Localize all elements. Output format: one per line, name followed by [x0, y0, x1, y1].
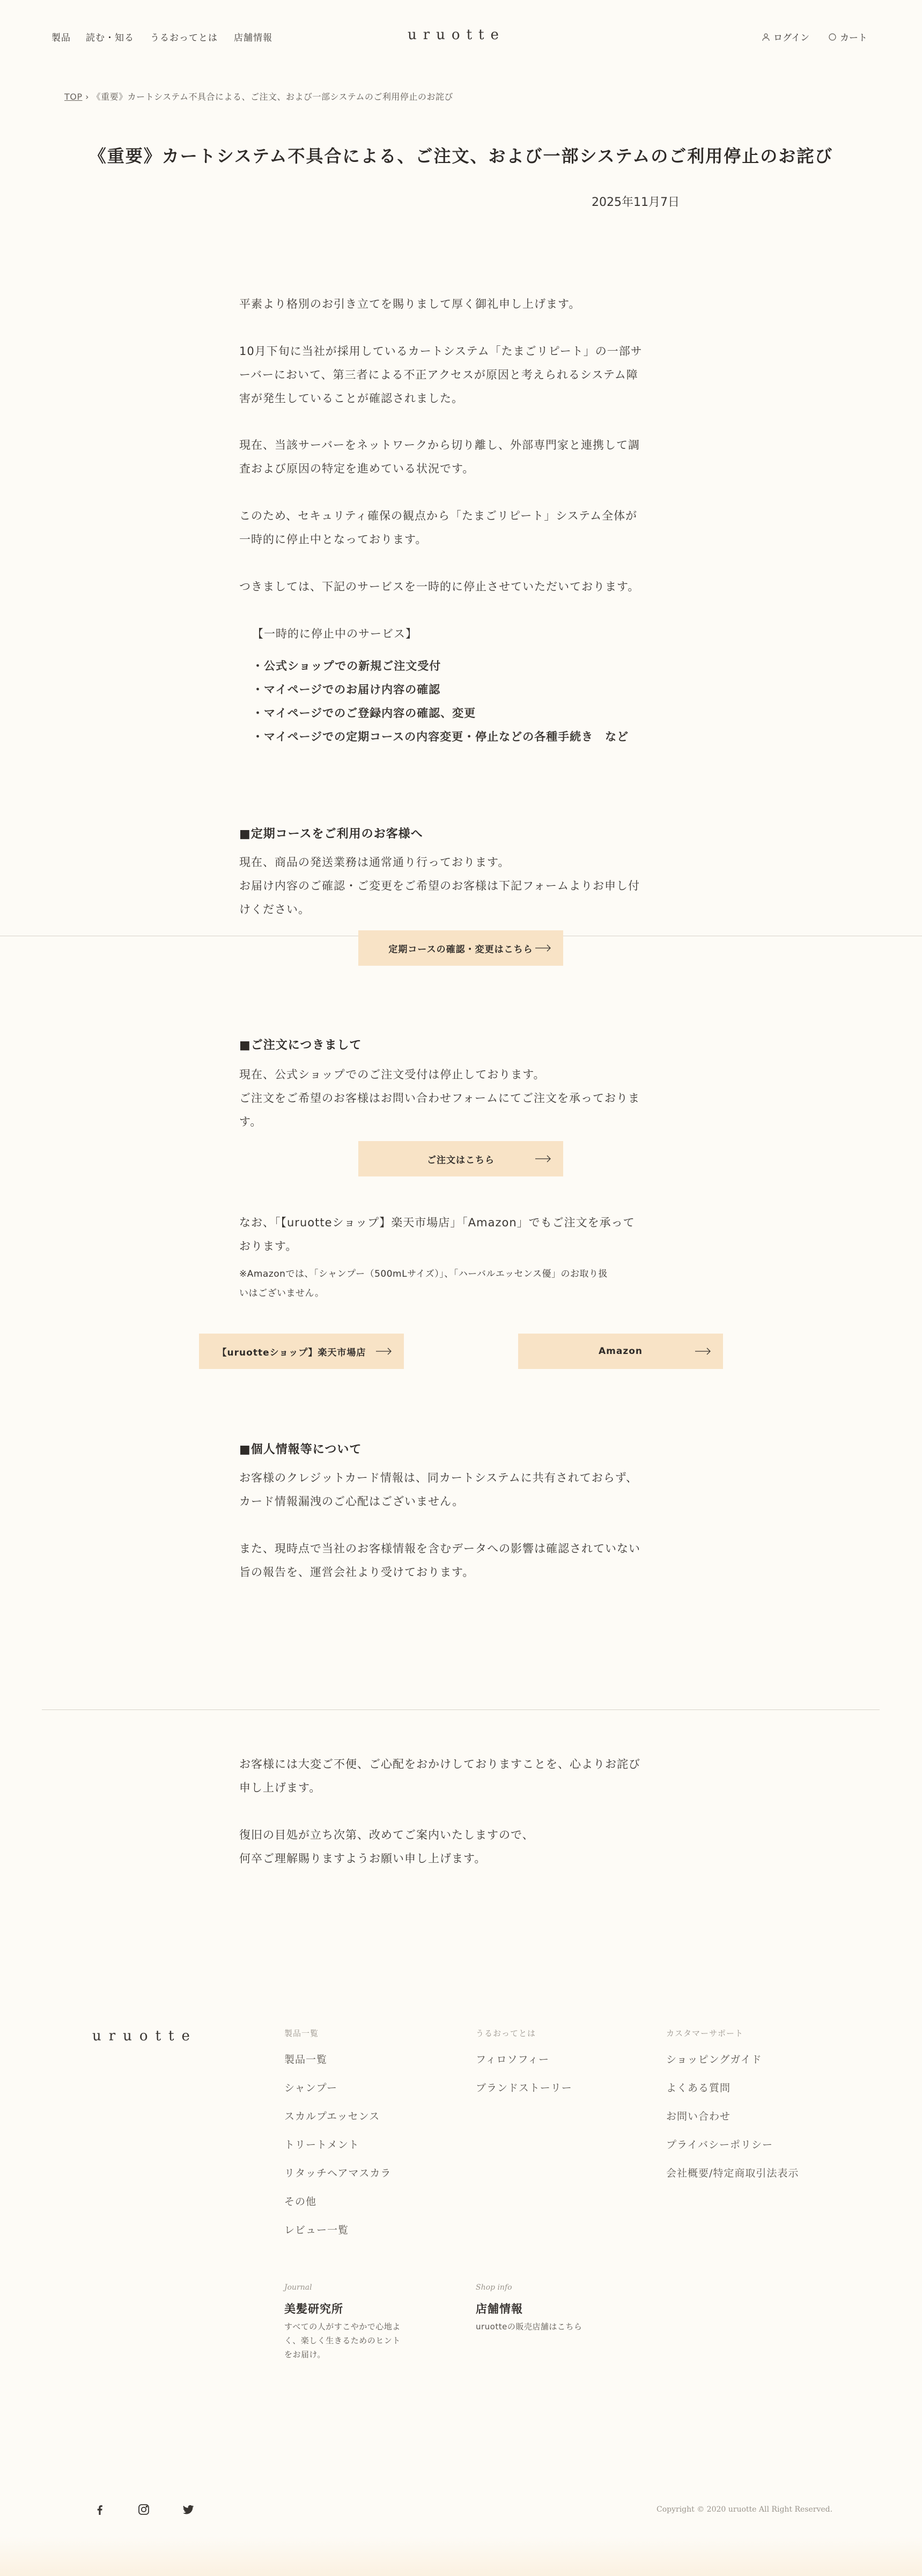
facebook-link[interactable]: [93, 2503, 106, 2518]
services-title: 【一時的に停止中のサービス】: [252, 627, 417, 640]
footer-link[interactable]: レビュー一覧: [284, 2224, 349, 2236]
site-logo[interactable]: uruotte: [408, 27, 505, 43]
text-line: 害が発生していることが確認されました。: [239, 392, 463, 405]
text-line: 現在、当該サーバーをネットワークから切り離し、外部専門家と連携して調: [239, 439, 640, 451]
cart-link[interactable]: [828, 30, 867, 43]
text-line: 10月下旬に当社が採用しているカートシステム「たまごリピート」の一部サ: [239, 345, 643, 358]
text-line: お客様には大変ご不便、ご心配をおかけしておりますことを、心よりお詫び: [239, 1758, 640, 1771]
twitter-link[interactable]: [182, 2503, 195, 2518]
paragraph-privacy-report: [239, 1537, 674, 1584]
service-item: ・公式ショップでの新規ご注文受付: [252, 660, 441, 672]
journal-title[interactable]: 美髪研究所: [284, 2303, 343, 2315]
facebook-icon: [93, 2503, 106, 2516]
journal-label: Journal: [284, 2283, 312, 2292]
paragraph-greeting: 平素より格別のお引き立てを賜りまして厚く御礼申し上げます。: [239, 298, 581, 310]
nav-stores[interactable]: 店舗情報: [234, 33, 272, 43]
button-label: ご注文はこちら: [427, 1154, 495, 1166]
footer-link[interactable]: プライバシーポリシー: [666, 2139, 773, 2151]
footer-link[interactable]: よくある質問: [666, 2082, 731, 2094]
cart-label: カート: [840, 33, 867, 43]
footer-link[interactable]: トリートメント: [284, 2139, 359, 2151]
text-line: いはございません。: [239, 1288, 324, 1299]
text-line: また、現時点で当社のお客様情報を含むデータへの影響は確認されていない: [239, 1542, 640, 1555]
button-label: Amazon: [598, 1346, 643, 1357]
shop-label: Shop info: [476, 2283, 512, 2292]
arrow-right-icon: [695, 1348, 711, 1355]
text-line: おります。: [239, 1240, 298, 1253]
footer-link[interactable]: スカルプエッセンス: [284, 2111, 380, 2122]
text-line: 現在、商品の発送業務は通常通り行っております。: [239, 856, 510, 869]
text-line: 一時的に停止中となっております。: [239, 533, 427, 546]
footer-link[interactable]: ブランドストーリー: [476, 2082, 572, 2094]
journal-description: [284, 2320, 401, 2362]
order-button[interactable]: [358, 1141, 563, 1176]
service-item: ・マイページでのお届け内容の確認: [252, 683, 441, 696]
text-line: く、楽しく生きるためのヒント: [284, 2336, 401, 2345]
instagram-link[interactable]: [137, 2503, 150, 2518]
text-line: ご注文をご希望のお客様はお問い合わせフォームにてご注文を承っておりま: [239, 1092, 640, 1105]
paragraph-services-intro: つきましては、下記のサービスを一時的に停止させていただいております。: [239, 580, 640, 593]
nav-about[interactable]: うるおってとは: [150, 33, 218, 43]
subscription-change-button[interactable]: [358, 930, 563, 966]
text-line: けください。: [239, 903, 310, 916]
section-title-orders: ■ご注文につきまして: [239, 1039, 362, 1052]
footer-link[interactable]: リタッチヘアマスカラ: [284, 2167, 392, 2179]
breadcrumb: [64, 90, 453, 102]
article-date: 2025年11月7日: [592, 196, 680, 209]
twitter-icon: [182, 2503, 195, 2516]
paragraph-suspension: [239, 504, 674, 551]
shop-description: uruotteの販売店舗はこちら: [476, 2322, 582, 2331]
text-line: お届け内容のご確認・ご変更をご希望のお客様は下記フォームよりお申し付: [239, 879, 640, 892]
footer-link[interactable]: お問い合わせ: [666, 2111, 731, 2122]
footer-heading-products: 製品一覧: [284, 2029, 319, 2038]
text-line: 査および原因の特定を進めている状況です。: [239, 462, 475, 475]
button-label: 【uruotteショップ】楽天市場店: [217, 1347, 366, 1358]
section-title-subscription: ■定期コースをご利用のお客様へ: [239, 827, 423, 841]
nav-products[interactable]: 製品: [51, 33, 71, 43]
paragraph-investigation: [239, 433, 674, 480]
text-line: お客様のクレジットカード情報は、同カートシステムに共有されておらず、: [239, 1471, 638, 1484]
amazon-button[interactable]: [518, 1334, 723, 1369]
breadcrumb-separator: ›: [85, 92, 90, 102]
text-line: カード情報漏洩のご心配はございません。: [239, 1495, 464, 1508]
arrow-right-icon: [535, 944, 551, 952]
section-title-privacy: ■個人情報等について: [239, 1443, 362, 1456]
footer-background-fade: [0, 2536, 922, 2576]
cart-icon: [828, 33, 837, 41]
shop-title[interactable]: 店舗情報: [476, 2303, 523, 2315]
text-line: 旨の報告を、運営会社より受けております。: [239, 1566, 475, 1579]
arrow-right-icon: [376, 1348, 392, 1355]
paragraph-other-stores: [239, 1211, 674, 1258]
paragraph-subscription: [239, 850, 674, 921]
footer-link[interactable]: フィロソフィー: [476, 2054, 549, 2066]
arrow-right-icon: [535, 1155, 551, 1163]
footer-heading-support: カスタマーサポート: [666, 2029, 744, 2038]
login-link[interactable]: [762, 30, 809, 43]
text-line: ※Amazonでは、「シャンプー（500mLサイズ）」、「ハーバルエッセンス優」のお取り扱: [239, 1269, 608, 1279]
page-title: 《重要》カートシステム不具合による、ご注文、および一部システムのご利用停止のお詫び: [88, 146, 834, 166]
breadcrumb-current: 《重要》カートシステム不具合による、ご注文、および一部システムのご利用停止のお詫び: [92, 92, 453, 102]
text-line: 申し上げます。: [239, 1781, 321, 1794]
footer-link[interactable]: 製品一覧: [284, 2054, 328, 2066]
service-item: ・マイページでのご登録内容の確認、変更: [252, 707, 476, 720]
paragraph-apology: [239, 1752, 674, 1800]
nav-read[interactable]: 読む・知る: [86, 33, 134, 43]
paragraph-recovery: [239, 1823, 674, 1870]
footer-heading-about: うるおってとは: [476, 2029, 536, 2038]
footer-link[interactable]: シャンプー: [284, 2082, 338, 2094]
footer-logo[interactable]: uruotte: [92, 2028, 197, 2044]
text-line: すべての人がすこやかで心地よ: [284, 2322, 401, 2331]
amazon-note: [239, 1264, 674, 1303]
paragraph-privacy: [239, 1466, 674, 1513]
footer-link[interactable]: ショッピングガイド: [666, 2054, 762, 2066]
divider: [42, 1709, 880, 1710]
text-line: をお届け。: [284, 2350, 326, 2359]
text-line: なお、「【uruotteショップ】楽天市場店」「Amazon」でもご注文を承って: [239, 1216, 635, 1229]
copyright: Copyright © 2020 uruotte All Right Reserved.: [657, 2505, 833, 2514]
rakuten-button[interactable]: [199, 1334, 404, 1369]
text-line: このため、セキュリティ確保の観点から「たまごリピート」システム全体が: [239, 509, 638, 522]
paragraph-orders: [239, 1063, 674, 1134]
instagram-icon: [137, 2503, 150, 2516]
text-line: 現在、公式ショップでのご注文受付は停止しております。: [239, 1068, 545, 1081]
paragraph-incident: [239, 339, 674, 410]
login-label: ログイン: [773, 33, 810, 43]
text-line: す。: [239, 1115, 262, 1128]
service-item: ・マイページでの定期コースの内容変更・停止などの各種手続き など: [252, 730, 629, 743]
user-icon: [762, 33, 770, 41]
footer-link[interactable]: その他: [284, 2196, 317, 2208]
text-line: 復旧の目処が立ち次第、改めてご案内いたしますので、: [239, 1829, 534, 1841]
footer-link[interactable]: 会社概要/特定商取引法表示: [666, 2167, 799, 2179]
text-line: 何卒ご理解賜りますようお願い申し上げます。: [239, 1852, 486, 1865]
breadcrumb-top[interactable]: TOP: [64, 92, 83, 102]
button-label: 定期コースの確認・変更はこちら: [388, 944, 533, 955]
text-line: ーバーにおいて、第三者による不正アクセスが原因と考えられるシステム障: [239, 368, 638, 381]
